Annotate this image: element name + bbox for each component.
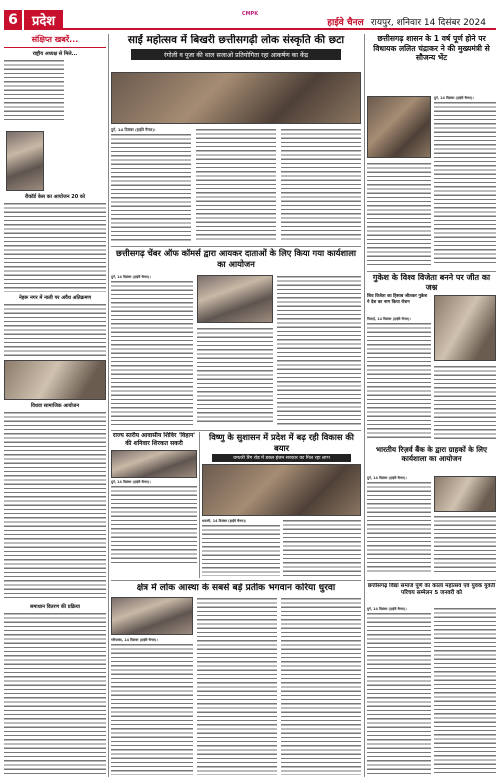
exam-story	[111, 248, 361, 428]
page-number: 6	[4, 10, 22, 30]
lead-body	[111, 133, 191, 241]
paper-name	[327, 15, 486, 28]
gukesh-body	[367, 322, 431, 440]
vishnu-subhead: धमतरी रिंग रोड में डबल इंजन सरकार का मिल रहा लाभ	[212, 454, 351, 462]
brief-title: विधवा सामाजिक आयोजन	[30, 403, 80, 409]
row-divider	[367, 580, 496, 581]
bank-story	[367, 445, 496, 575]
brief-body	[4, 303, 106, 357]
section-title: प्रदेश	[24, 10, 63, 30]
brief-body	[4, 612, 106, 777]
vishnu-photo	[202, 464, 361, 516]
right-top-dateline: दुर्ग, 14 दिसंबर (हाईवे चैनल)।	[434, 96, 474, 100]
exam-body	[197, 327, 273, 425]
temple-dateline: गरियाबंद, 14 दिसंबर (हाईवे चैनल)।	[111, 638, 158, 642]
temple-story	[111, 583, 361, 777]
gukesh-headline: गुकेश के विश्व विजेता बनने पर जीत का जश्न	[372, 273, 491, 292]
lead-photo	[111, 72, 361, 124]
temple-body	[197, 597, 277, 775]
temple-body	[281, 597, 361, 775]
print-registration-mark	[0, 0, 500, 17]
right-top-photo	[367, 96, 431, 158]
bank-body	[434, 515, 496, 573]
vishnu-body	[202, 524, 280, 576]
cmpk-label: CMPK	[241, 11, 259, 17]
sport-story	[111, 432, 197, 582]
paper-title: हाईवे चैनल	[327, 18, 364, 28]
lead-headline: साईं महोत्सव में बिखरी छत्तीसगढ़ी लोक संस्कृति की छटा	[127, 34, 345, 46]
lead-story	[111, 34, 361, 244]
brief-body	[4, 59, 64, 123]
right-top-headline: छत्तीसगढ़ शासन के 1 वर्ष पूर्ण होने पर विधायक ललित चंद्राकर ने की मुख्यमंत्री से सौजन्य भेंट	[373, 34, 490, 63]
row-divider	[111, 246, 361, 247]
brief-title: नेहरू नगर में नाली पर अवैध अतिक्रमण	[18, 295, 92, 301]
row-divider	[111, 580, 361, 581]
temple-headline: क्षेत्र में लोक आस्था के सबसे बड़े प्रतीक भगवान करिया धुरवा	[136, 583, 336, 593]
column-divider	[199, 432, 200, 578]
brief-title: रीकॉर्ड केस का आयोजन 20 को	[24, 194, 86, 200]
exam-body	[111, 280, 193, 425]
gukesh-dateline: मिलाई, 14 दिसंबर (हाईवे चैनल)।	[367, 317, 411, 321]
gukesh-story	[367, 273, 496, 443]
exam-photo	[197, 275, 273, 323]
brief-photo	[6, 131, 44, 191]
exam-dateline: दुर्ग, 14 दिसंबर (हाईवे चैनल)।	[111, 275, 151, 279]
lead-subhead: रंगोली व पूजा की थाल सजाओ प्रतियोगिता रहा आकर्षण का केंद्र	[131, 49, 341, 60]
bank-body	[367, 481, 431, 573]
sport-body	[111, 485, 197, 563]
briefs-header: संक्षिप्त खबरें...	[4, 34, 106, 48]
brief-photo	[4, 360, 106, 400]
bank-photo	[434, 476, 496, 512]
right-top-body	[367, 162, 431, 266]
right-top-story	[367, 34, 496, 269]
sammelan-headline: छत्तीसगढ़ विद्या समाज पूर्ण का काला महोत्सव एवं युवक युवती परिचय सम्मेलन 5 जनवरी को	[367, 583, 496, 597]
sport-headline: राज्य स्तरीय आवासीय शिविर 'विहान' की शनिवार शिरकत सकरी	[112, 432, 196, 447]
left-column	[4, 34, 106, 777]
sammelan-body	[367, 612, 431, 775]
exam-body	[277, 275, 361, 425]
vishnu-dateline: धमतरी, 14 दिसंबर (हाईवे चैनल)।	[202, 519, 247, 523]
vishnu-body	[283, 519, 361, 576]
vishnu-headline: विष्णु के सुशासन में प्रदेश में बढ़ रही विकास की बयार	[209, 432, 354, 453]
sport-photo	[111, 450, 197, 478]
date-line: रायपुर, शनिवार 14 दिसंबर 2024	[370, 18, 486, 28]
gukesh-body	[434, 365, 496, 440]
right-top-body	[434, 101, 496, 266]
brief-title: राष्ट्रीय अध्यक्ष से मिले...	[32, 51, 78, 57]
temple-photo	[111, 597, 193, 635]
sammelan-dateline: दुर्ग, 14 दिसंबर (हाईवे चैनल)।	[367, 607, 407, 611]
temple-body	[111, 643, 193, 775]
lead-body	[196, 128, 276, 241]
sport-dateline: दुर्ग, 14 दिसंबर (हाईवे चैनल)।	[111, 480, 151, 485]
brief-body	[4, 202, 106, 292]
lead-body	[281, 128, 361, 241]
bank-dateline: दुर्ग, 14 दिसंबर (हाईवे चैनल)।	[367, 476, 407, 480]
brief-body	[4, 411, 106, 601]
brief-title: समाधान वितरण की प्रक्रिया	[30, 604, 80, 610]
lead-dateline: दुर्ग, 14 दिसंबर (हाईवे चैनल)।	[111, 127, 156, 132]
gukesh-photo	[434, 295, 496, 361]
row-divider	[367, 271, 496, 272]
gukesh-subhead: शिव विजेता का हिसाब जीतकर गुकेश ने देश का नाम किया रोशन	[367, 294, 428, 305]
masthead-rule	[63, 10, 496, 30]
sammelan-body	[434, 607, 496, 775]
row-divider	[111, 430, 361, 431]
masthead	[4, 9, 496, 31]
exam-headline: छत्तीसगढ़ चेंबर ऑफ कॉमर्स द्वारा आयकर दाताओं के लिए किया गया कार्यशाला का आयोजन	[116, 248, 356, 269]
column-divider	[364, 34, 365, 777]
sammelan-story	[367, 583, 496, 777]
column-divider	[108, 34, 109, 777]
bank-headline: भारतीय रिज़र्व बैंक के द्वारा ग्राहकों के लिए कार्यशाला का आयोजन	[376, 445, 487, 463]
